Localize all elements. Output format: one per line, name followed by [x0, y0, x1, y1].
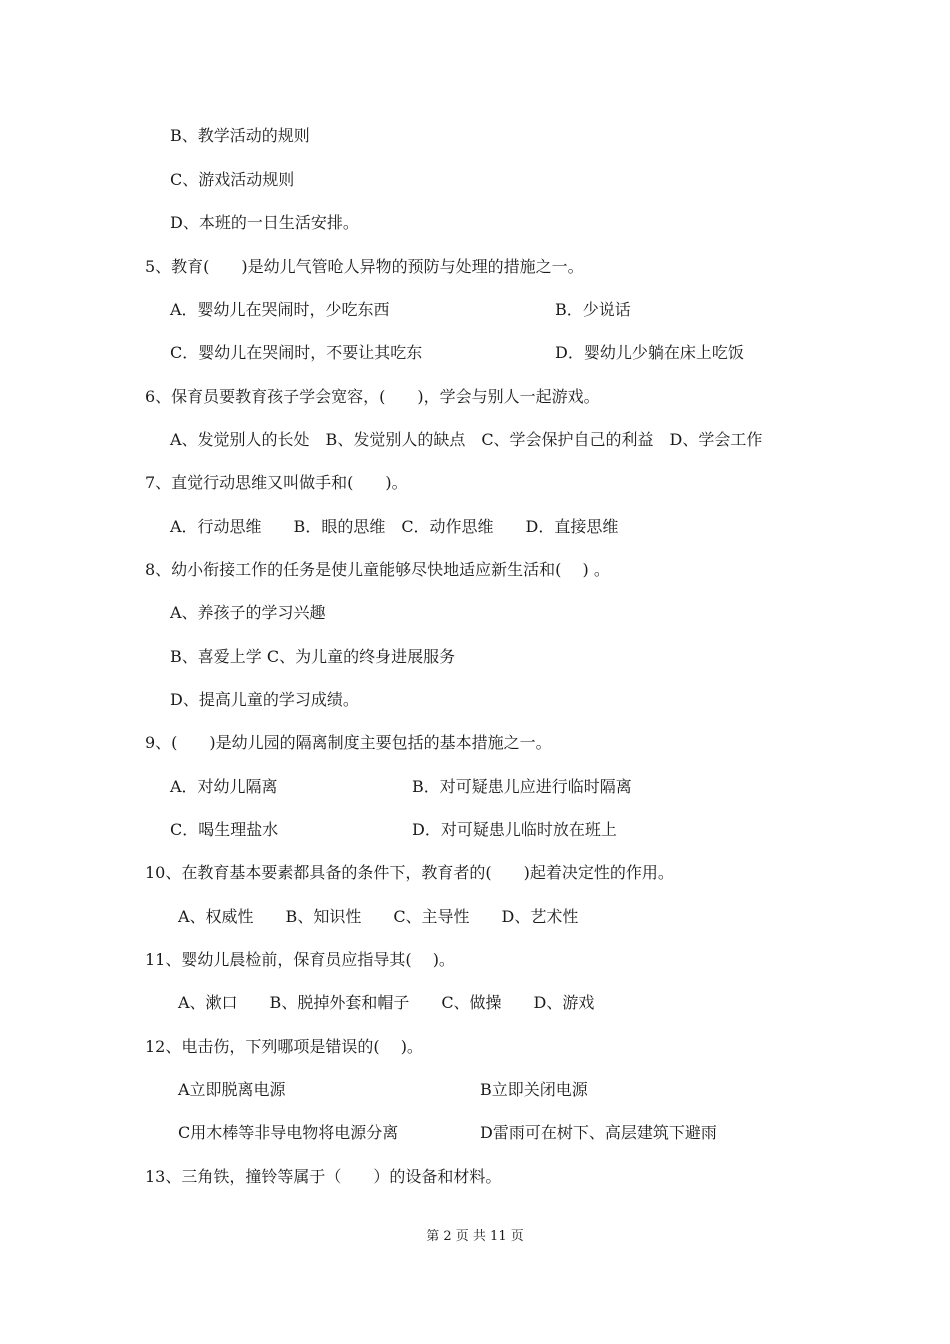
q12-option-b: B立即关闭电源	[480, 1080, 588, 1099]
q10-stem: 10、在教育基本要素都具备的条件下，教育者的( )起着决定性的作用。	[145, 863, 674, 882]
q13-stem: 13、三角铁，撞铃等属于（ ）的设备和材料。	[145, 1167, 502, 1186]
q6-stem: 6、保育员要教育孩子学会宽容，( )，学会与别人一起游戏。	[145, 387, 600, 406]
q12-option-a: A立即脱离电源	[178, 1080, 286, 1099]
q8-stem: 8、幼小衔接工作的任务是使儿童能够尽快地适应新生活和( ) 。	[145, 560, 610, 579]
q9-option-d: D．对可疑患儿临时放在班上	[412, 820, 617, 839]
q7-stem: 7、直觉行动思维又叫做手和( )。	[145, 473, 408, 492]
q12-option-d: D雷雨可在树下、高层建筑下避雨	[480, 1123, 717, 1142]
q11-options: A、漱口 B、脱掉外套和帽子 C、做操 D、游戏	[178, 993, 595, 1012]
q12-stem: 12、电击伤，下列哪项是错误的( )。	[145, 1037, 423, 1056]
q4-option-c: C、游戏活动规则	[170, 170, 295, 189]
q10-options: A、权威性 B、知识性 C、主导性 D、艺术性	[178, 907, 579, 926]
q5-stem: 5、教育( )是幼儿气管呛人异物的预防与处理的措施之一。	[145, 257, 584, 276]
q11-stem: 11、婴幼儿晨检前，保育员应指导其( )。	[145, 950, 455, 969]
q4-option-b: B、教学活动的规则	[170, 126, 310, 145]
q5-option-a: A．婴幼儿在哭闹时，少吃东西	[170, 300, 390, 319]
page-footer: 第 2 页 共 11 页	[426, 1229, 524, 1244]
q8-option-bc: B、喜爱上学 C、为儿童的终身进展服务	[170, 647, 456, 666]
q12-option-c: C用木棒等非导电物将电源分离	[178, 1123, 399, 1142]
q4-option-d: D、本班的一日生活安排。	[170, 213, 359, 232]
q9-option-c: C．喝生理盐水	[170, 820, 279, 839]
q5-option-c: C．婴幼儿在哭闹时，不要让其吃东	[170, 343, 423, 362]
q5-option-b: B．少说话	[555, 300, 631, 319]
q6-options: A、发觉别人的长处 B、发觉别人的缺点 C、学会保护自己的利益 D、学会工作	[170, 430, 763, 449]
q9-stem: 9、( )是幼儿园的隔离制度主要包括的基本措施之一。	[145, 733, 552, 752]
q8-option-d: D、提高儿童的学习成绩。	[170, 690, 359, 709]
q9-option-b: B．对可疑患儿应进行临时隔离	[412, 777, 632, 796]
q8-option-a: A、养孩子的学习兴趣	[170, 603, 326, 622]
q9-option-a: A．对幼儿隔离	[170, 777, 278, 796]
q7-options: A．行动思维 B．眼的思维 C．动作思维 D．直接思维	[170, 517, 619, 536]
q5-option-d: D．婴幼儿少躺在床上吃饭	[555, 343, 744, 362]
